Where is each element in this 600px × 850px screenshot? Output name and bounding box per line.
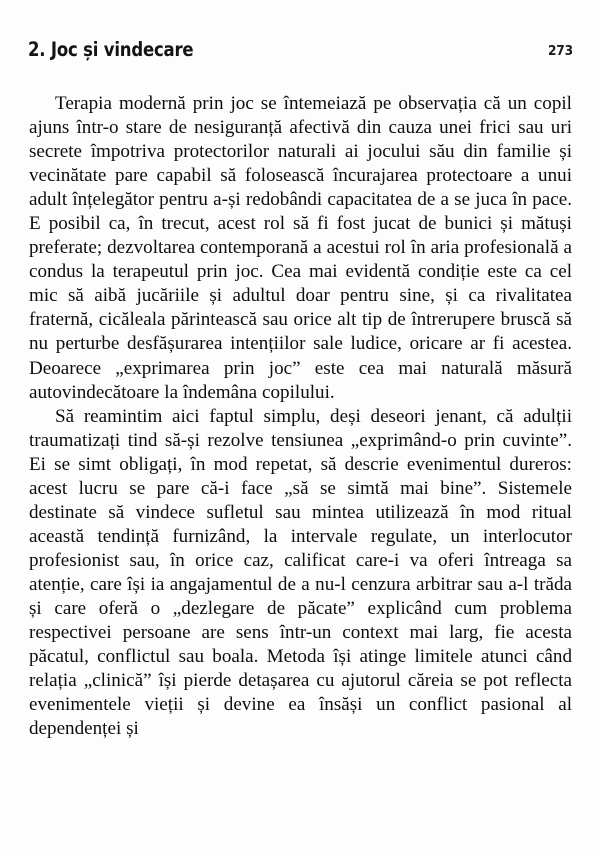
- body-paragraph: Să reamintim aici faptul simplu, deși deseori jenant, că adulții traumatizați tind să-și rezolve tensiunea „exprimând-o prin cuvinte”. Ei se simt obligați, în mod repetat, să descrie evenimentul dureros: acest lucru se pare că-i face „să se simtă mai bine”. Sistemele destinate să vindece sufletul sau mintea utilizează în mod ritual această tendință furnizând, la intervale regulate, un interlocutor profesionist sau, în orice caz, calificat care-i va oferi întreaga sa atenție, care își ia angajamentul de a nu-l cenzura arbitrar sau a-l trăda și care oferă o „dezlegare de păcate” explicând cum problema respectivei persoane are sens într-un context mai larg, fie acesta păcatul, conflictul sau boala. Metoda își atinge limitele atunci când relația „clinică” își pierde detașarea cu ajutorul căreia se pot reflecta evenimentele vieții și devine ea însăși un conflict pasional al dependenței și: [29, 405, 572, 740]
- chapter-title: 2. Joc și vindecare: [28, 38, 194, 61]
- running-head: [0, 38, 600, 72]
- body-text-block: [29, 92, 572, 741]
- page-number: 273: [547, 43, 573, 59]
- body-paragraph: Terapia modernă prin joc se întemeiază pe observația că un copil ajuns într-o stare de nesiguranță afectivă din cauza unei frici sau uri secrete împotriva protectorilor naturali ai jocului său din familie și vecinătate pare capabil să folosească încurajarea protectoare a unui adult înțelegător pentru a-și redobândi capacitatea de a se juca în pace. E posibil ca, în trecut, acest rol să fi fost jucat de bunici și mătuși preferate; dezvoltarea contemporană a acestui rol în aria profesională a condus la terapeutul prin joc. Cea mai evidentă condiție este ca cel mic să aibă jucăriile și adultul doar pentru sine, și ca rivalitatea fraternă, cicăleala părintească sau orice alt tip de întrerupere bruscă să nu perturbe desfășurarea intențiilor sale ludice, oricare ar fi acestea. Deoarece „exprimarea prin joc” este cea mai naturală măsură autovindecătoare la îndemâna copilului.: [29, 93, 572, 403]
